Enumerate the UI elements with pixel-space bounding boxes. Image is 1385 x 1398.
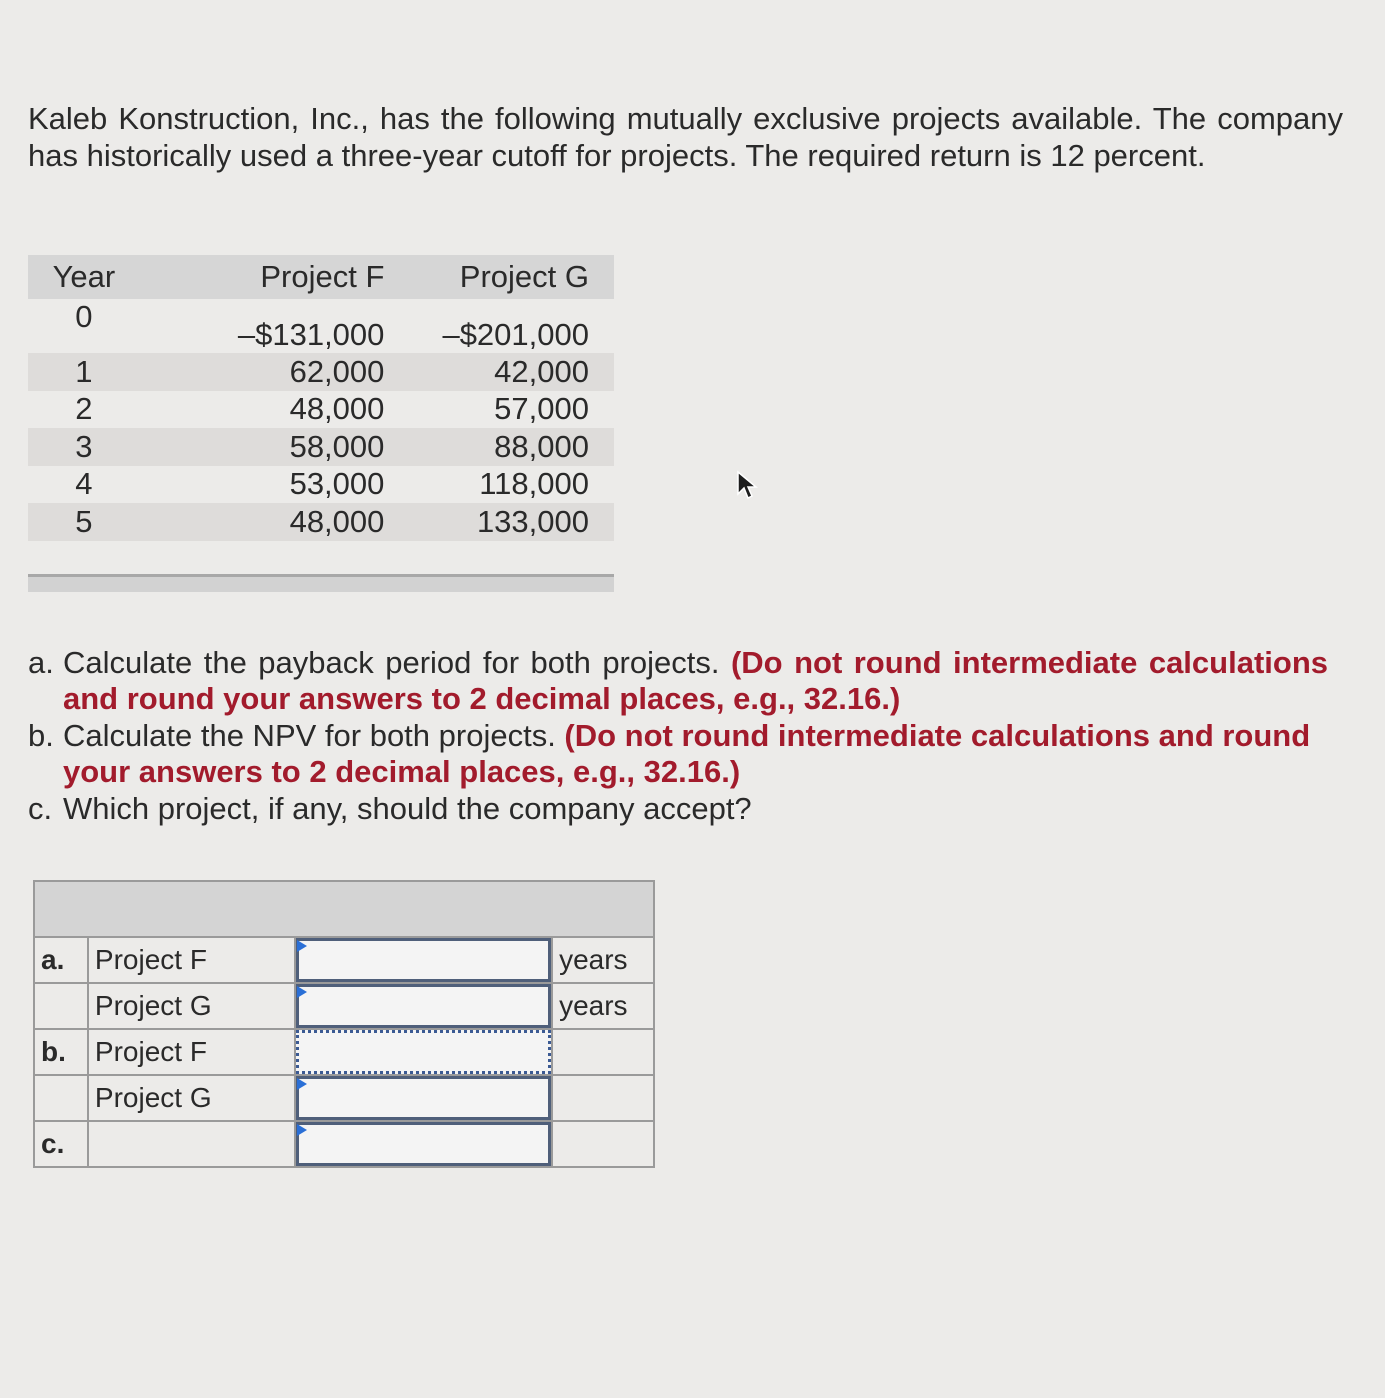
cell-year: 0 xyxy=(75,299,93,334)
question-a xyxy=(28,645,1328,717)
cell-project-g: 88,000 xyxy=(404,428,614,466)
table-header-row xyxy=(28,255,614,299)
question-a-label: a. xyxy=(28,645,54,680)
answer-project-name: Project F xyxy=(88,937,295,983)
input-marker-icon xyxy=(297,1078,307,1090)
answer-row xyxy=(34,1121,654,1167)
mouse-pointer-icon xyxy=(736,470,758,502)
answer-project-name: Project G xyxy=(88,983,295,1029)
cell-project-f: 53,000 xyxy=(289,466,385,502)
answer-input-cell xyxy=(295,1121,552,1167)
answer-row xyxy=(34,983,654,1029)
cash-flow-table xyxy=(28,255,614,541)
question-c-text: Which project, if any, should the company accept? xyxy=(63,791,752,826)
answer-grid-header-cell xyxy=(34,881,654,937)
answer-unit: years xyxy=(552,937,654,983)
question-b-text: Calculate the NPV for both projects. xyxy=(63,718,565,753)
answer-section-label: b. xyxy=(34,1029,88,1075)
answer-unit xyxy=(552,1121,654,1167)
cell-project-f: –$131,000 xyxy=(237,317,385,352)
cell-project-f: 58,000 xyxy=(200,428,405,466)
cell-year: 4 xyxy=(75,466,93,502)
question-c xyxy=(28,791,1328,827)
cell-project-g: –$201,000 xyxy=(442,317,589,352)
cell-project-f: 48,000 xyxy=(289,391,385,427)
answer-unit xyxy=(552,1075,654,1121)
answer-grid xyxy=(33,880,655,1168)
answer-section-label: a. xyxy=(34,937,88,983)
input-marker-icon xyxy=(297,986,307,998)
cell-year: 3 xyxy=(28,428,200,466)
answer-section-label xyxy=(34,983,88,1029)
question-a-text: Calculate the payback period for both projects. xyxy=(63,645,731,680)
payback-project-f-input[interactable] xyxy=(296,938,551,982)
table-bottom-rule xyxy=(28,574,614,592)
payback-project-g-input[interactable] xyxy=(296,984,551,1028)
answer-input-cell xyxy=(295,1075,552,1121)
answer-row xyxy=(34,1075,654,1121)
cell-year: 2 xyxy=(75,391,93,427)
answer-project-name: Project G xyxy=(88,1075,295,1121)
answer-input-cell xyxy=(295,937,552,983)
answer-project-name xyxy=(88,1121,295,1167)
cell-project-f: 62,000 xyxy=(200,353,405,391)
cell-project-f: 48,000 xyxy=(200,503,405,541)
answer-section-label: c. xyxy=(34,1121,88,1167)
answer-grid-header xyxy=(34,881,654,937)
table-row xyxy=(28,353,614,391)
npv-project-g-input[interactable] xyxy=(296,1076,551,1120)
input-marker-icon xyxy=(297,940,307,952)
answer-project-name: Project F xyxy=(88,1029,295,1075)
cell-project-g: 42,000 xyxy=(404,353,614,391)
table-row xyxy=(28,391,614,429)
table-row xyxy=(28,503,614,541)
header-project-f: Project F xyxy=(200,255,405,299)
answer-input-cell xyxy=(295,1029,552,1075)
answer-row xyxy=(34,937,654,983)
cell-project-g: 57,000 xyxy=(494,391,589,427)
answer-section-label xyxy=(34,1075,88,1121)
answer-input-cell xyxy=(295,983,552,1029)
cell-project-g: 118,000 xyxy=(479,466,589,502)
question-c-label: c. xyxy=(28,791,53,826)
npv-project-f-input[interactable] xyxy=(296,1030,551,1074)
question-list xyxy=(28,645,1328,828)
cell-project-g: 133,000 xyxy=(404,503,614,541)
cell-year: 1 xyxy=(28,353,200,391)
table-row xyxy=(28,466,614,504)
question-b xyxy=(28,718,1328,790)
question-b-note: (Do not round intermediate calculations and round your answers to 2 decimal places, e.g., 32.16.) xyxy=(63,718,1311,789)
question-a-note: (Do not round intermediate calculations and round your answers to 2 decimal places, e.g., 32.16.) xyxy=(63,645,1328,716)
table-row xyxy=(28,299,614,353)
header-project-g: Project G xyxy=(404,255,614,299)
input-marker-icon xyxy=(297,1124,307,1136)
answer-row xyxy=(34,1029,654,1075)
answer-unit: years xyxy=(552,983,654,1029)
question-b-label: b. xyxy=(28,718,54,753)
table-row xyxy=(28,428,614,466)
header-year: Year xyxy=(28,255,200,299)
cell-year: 5 xyxy=(28,503,200,541)
answer-unit xyxy=(552,1029,654,1075)
problem-intro: Kaleb Konstruction, Inc., has the following mutually exclusive projects available. The company has historically used a three-year cutoff for projects. The required return is 12 percent. xyxy=(28,101,1343,173)
accept-project-input[interactable] xyxy=(296,1122,551,1166)
